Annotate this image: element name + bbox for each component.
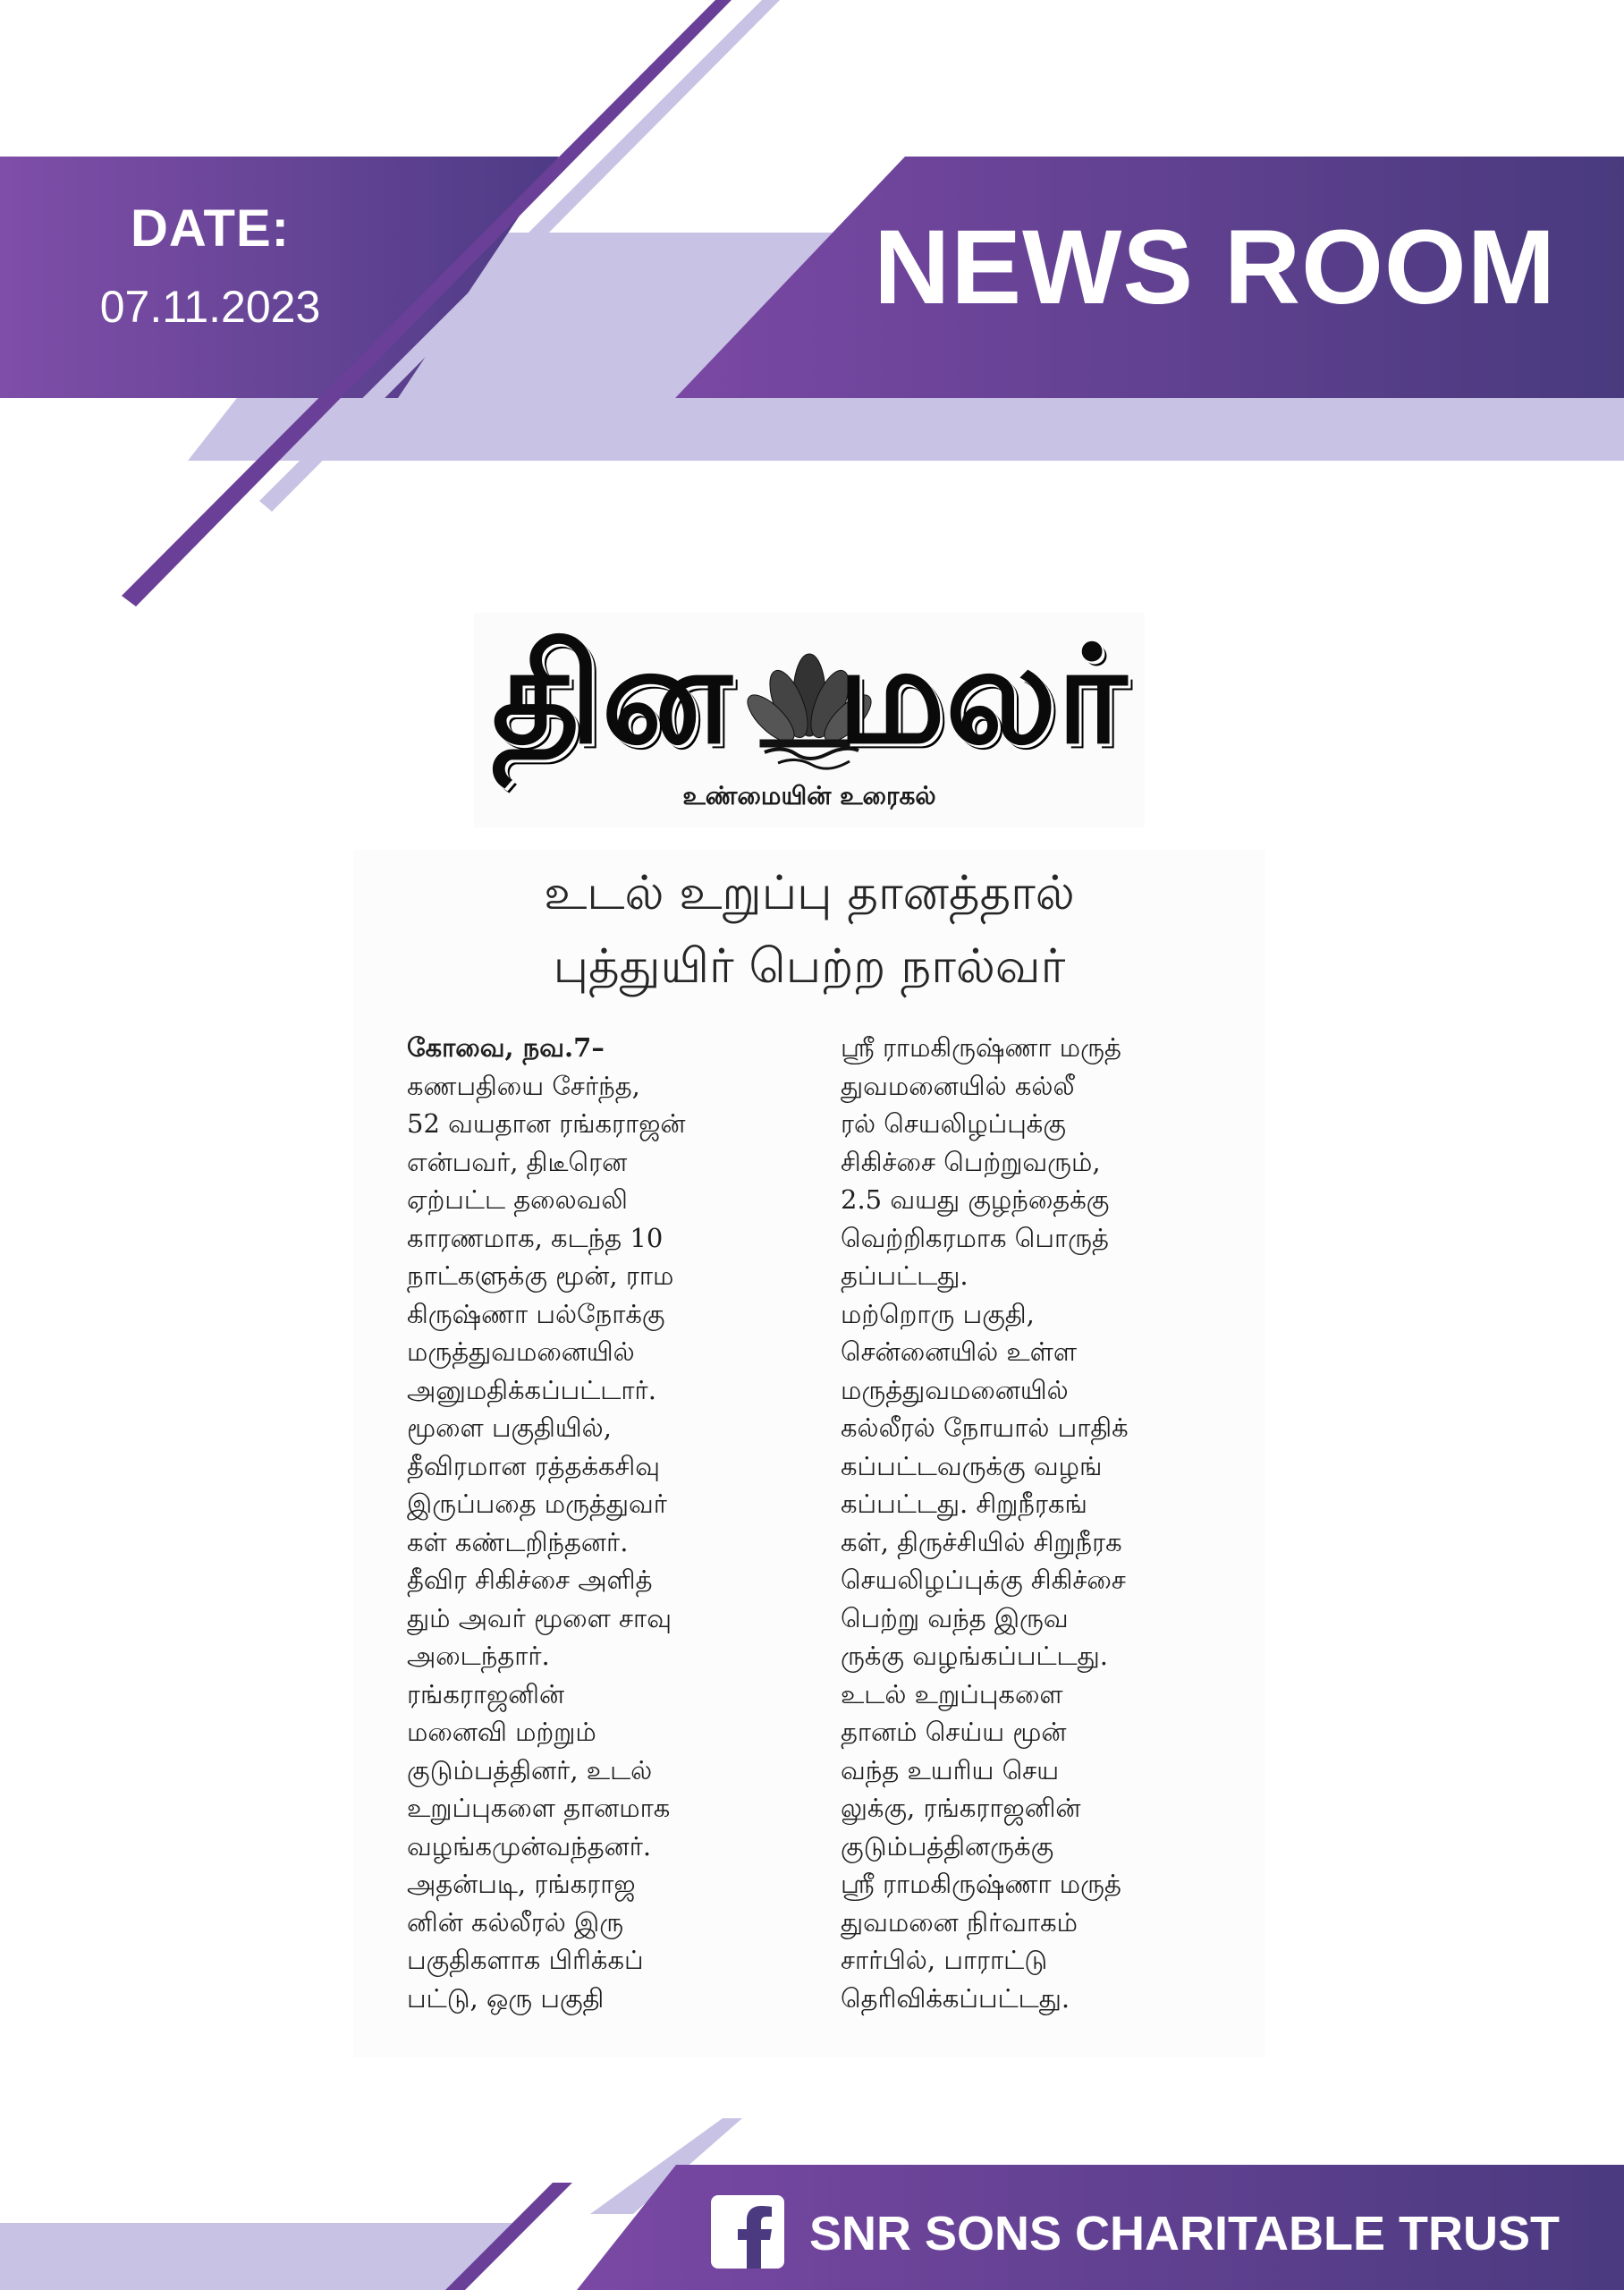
- date-label: DATE:: [131, 199, 290, 258]
- article-line: 52 வயதான ரங்கராஜன்: [407, 1108, 686, 1139]
- facebook-icon[interactable]: [711, 2195, 784, 2269]
- article-line: கப்பட்டது. சிறுநீரகங்: [841, 1488, 1087, 1519]
- article-line: பட்டு, ஒரு பகுதி: [407, 1982, 605, 2014]
- article-line: துவமனையில் கல்லீ: [841, 1070, 1075, 1101]
- article-line: கள், திருச்சியில் சிறுநீரக: [841, 1526, 1122, 1557]
- masthead-tagline: உண்மையின் உரைகல்: [682, 781, 936, 810]
- article-line: காரணமாக, கடந்த 10: [407, 1222, 664, 1253]
- article-line: சார்பில், பாராட்டு: [841, 1945, 1048, 1975]
- article-line: நாட்களுக்கு மூன், ராம: [407, 1260, 674, 1291]
- article-line: துவமனை நிர்வாகம்: [841, 1906, 1078, 1938]
- article-line: உறுப்புகளை தானமாக: [407, 1793, 671, 1823]
- article-line: தீவிரமான ரத்தக்கசிவு: [407, 1450, 661, 1481]
- article-line: குடும்பத்தினர், உடல்: [407, 1754, 653, 1785]
- footer-lavender-left: [0, 2223, 529, 2290]
- organization-name: SNR SONS CHARITABLE TRUST: [809, 2207, 1561, 2260]
- article-line: னின் கல்லீரல் இரு: [407, 1906, 624, 1938]
- article-line: லுக்கு, ரங்கராஜனின்: [841, 1793, 1081, 1823]
- article-line: பகுதிகளாக பிரிக்கப்: [407, 1945, 644, 1975]
- article-line: கிருஷ்ணா பல்நோக்கு: [407, 1298, 665, 1329]
- article-line: என்பவர், திடீரென: [407, 1146, 628, 1177]
- article-line: மனைவி மற்றும்: [407, 1717, 596, 1747]
- article-line: ரல் செயலிழப்புக்கு: [841, 1108, 1066, 1139]
- article-column-left: [407, 1029, 809, 2017]
- article-line: சிகிச்சை பெற்றுவரும்,: [841, 1146, 1101, 1177]
- article-line: மருத்துவமனையில்: [841, 1374, 1069, 1405]
- article-line: பெற்று வந்த இருவ: [841, 1602, 1069, 1633]
- newspaper-masthead: [474, 613, 1145, 827]
- article-line: குடும்பத்தினருக்கு: [841, 1830, 1054, 1862]
- masthead-name-left: தின: [492, 618, 732, 774]
- article-line: தும் அவர் மூளை சாவு: [407, 1602, 672, 1633]
- article-line: கப்பட்டவருக்கு வழங்: [841, 1450, 1103, 1481]
- date-value: 07.11.2023: [99, 282, 321, 332]
- article-line: கல்லீரல் நோயால் பாதிக்: [841, 1412, 1129, 1443]
- page-title: NEWS ROOM: [874, 208, 1556, 327]
- article-line: ருக்கு வழங்கப்பட்டது.: [841, 1641, 1108, 1671]
- article-line: வழங்கமுன்வந்தனர்.: [407, 1830, 652, 1862]
- article-line: வந்த உயரிய செய: [841, 1754, 1060, 1785]
- article-line: ஸ்ரீ ராமகிருஷ்ணா மருத்: [841, 1032, 1121, 1063]
- article-line: உடல் உறுப்புகளை: [841, 1678, 1063, 1709]
- headline-line-1: உடல் உறுப்பு தானத்தால்: [544, 866, 1075, 920]
- news-clipping: [353, 850, 1265, 2057]
- article-line: மூளை பகுதியில்,: [407, 1412, 612, 1443]
- article-line: அடைந்தார்.: [407, 1641, 550, 1671]
- article-line: கள் கண்டறிந்தனர்.: [407, 1526, 629, 1557]
- masthead-name-right: மலர்: [837, 618, 1127, 774]
- article-line: வெற்றிகரமாக பொருத்: [841, 1222, 1109, 1253]
- article-line: மற்றொரு பகுதி,: [841, 1298, 1035, 1329]
- article-column-right: [841, 1029, 1243, 2017]
- headline-line-2: புத்துயிர் பெற்ற நால்வர்: [553, 939, 1066, 994]
- article-line: அனுமதிக்கப்பட்டார்.: [407, 1374, 656, 1405]
- article-line: மருத்துவமனையில்: [407, 1336, 635, 1367]
- article-dateline: கோவை, நவ.7–: [407, 1032, 605, 1063]
- article-line: தப்பட்டது.: [841, 1260, 968, 1291]
- article-line: தீவிர சிகிச்சை அளித்: [407, 1565, 653, 1595]
- article-line: அதன்படி, ரங்கராஜ: [407, 1869, 636, 1899]
- article-line: இருப்பதை மருத்துவர்: [407, 1488, 667, 1519]
- article-line: ஏற்பட்ட தலைவலி: [407, 1184, 628, 1215]
- article-line: தெரிவிக்கப்பட்டது.: [841, 1982, 1070, 2014]
- article-line: கணபதியை சேர்ந்த,: [407, 1070, 640, 1101]
- article-line: செயலிழப்புக்கு சிகிச்சை: [841, 1565, 1126, 1595]
- article-line: தானம் செய்ய மூன்: [841, 1717, 1067, 1747]
- article-line: ஸ்ரீ ராமகிருஷ்ணா மருத்: [841, 1869, 1121, 1899]
- article-line: சென்னையில் உள்ள: [841, 1336, 1078, 1367]
- article-line: ரங்கராஜனின்: [407, 1678, 565, 1709]
- article-line: 2.5 வயது குழந்தைக்கு: [841, 1184, 1110, 1215]
